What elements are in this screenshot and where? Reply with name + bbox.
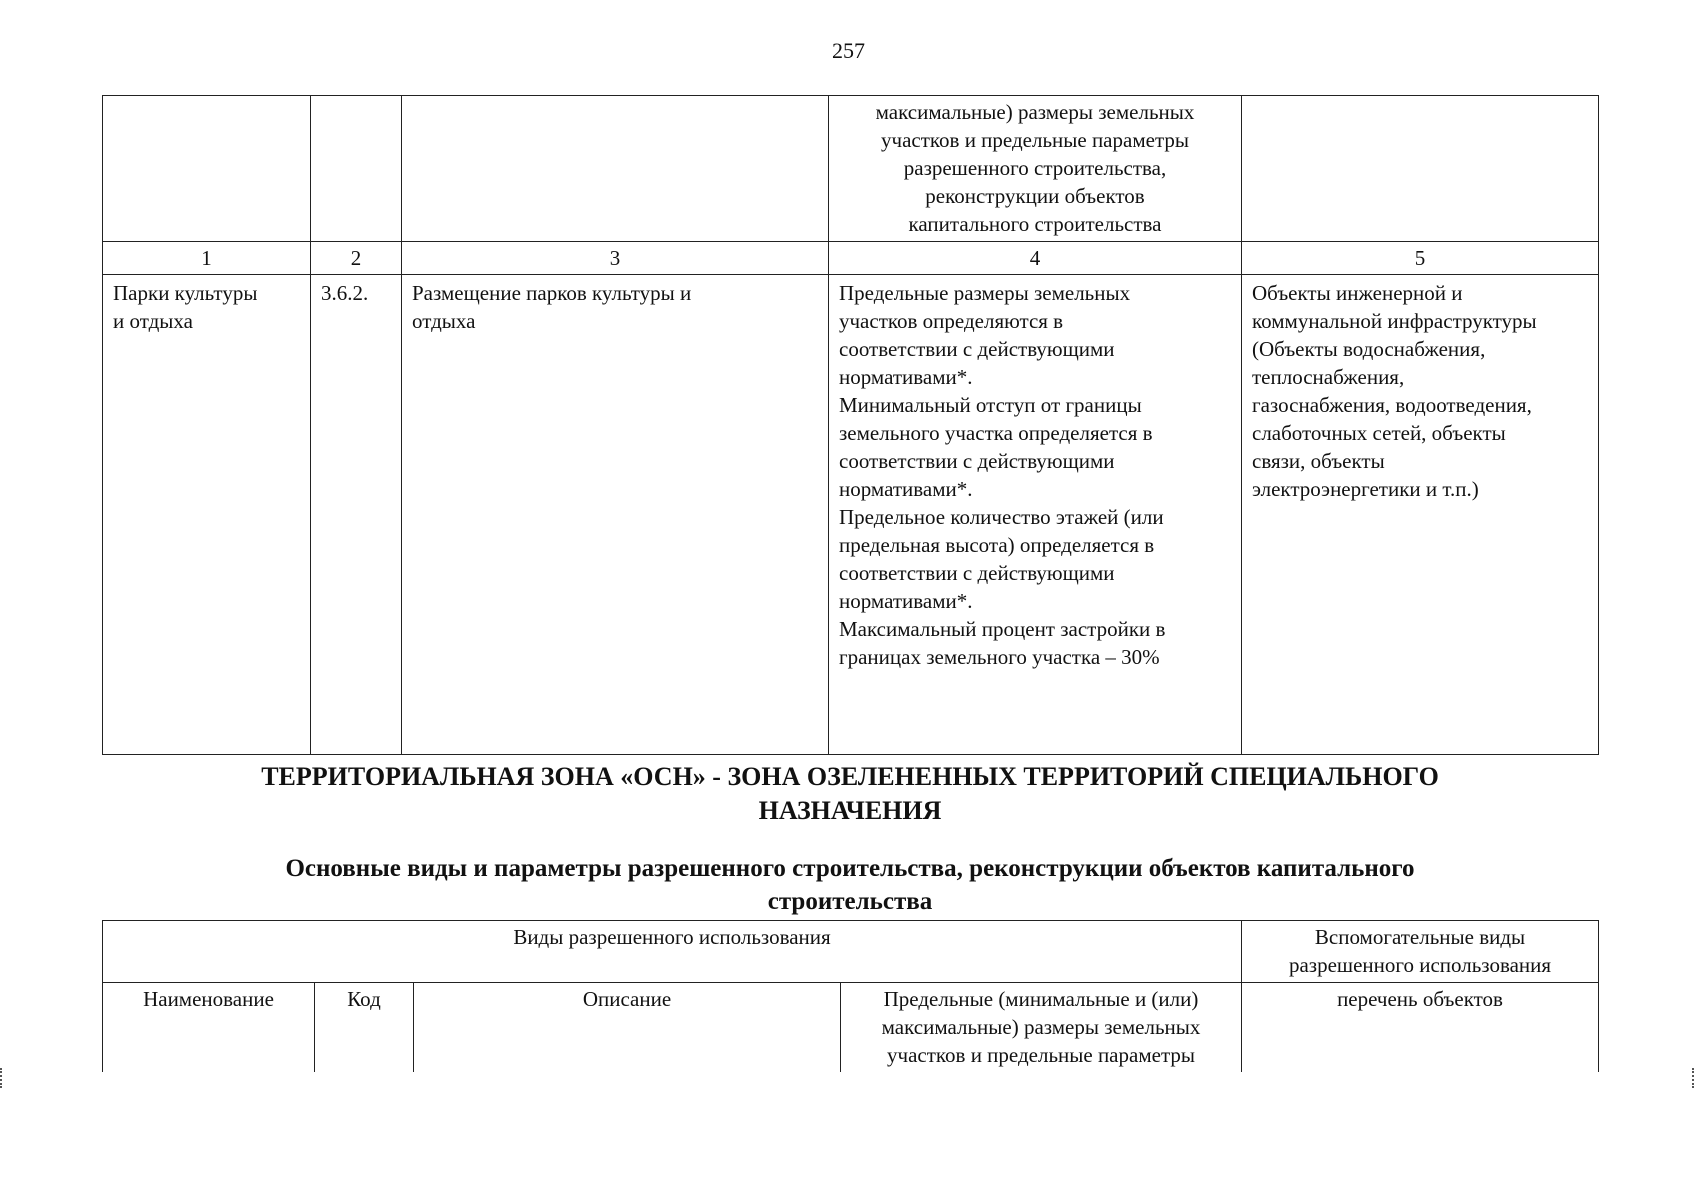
section-title: Основные виды и параметры разрешенного строительства, реконструкции объектов капитального строительства [285, 855, 1415, 915]
table-row [103, 275, 1599, 755]
use-parameters-cell: Предельные размеры земельных участков определяются в соответствии с действующими нормативами*. Минимальный отступ от границы земельного участка определяется в соответствии с действующими нормативами*. Предельное количество этажей (или предельная высота) определяется в соответствии с действующими нормативами*. Максимальный процент застройки в границах земельного участка – 30% [829, 275, 1242, 755]
column-number-3: 3 [402, 242, 829, 275]
continued-cell-description [402, 96, 829, 242]
osn-land-use-table [102, 920, 1599, 1072]
column-number-1: 1 [103, 242, 311, 275]
column-header-description: Описание [414, 983, 841, 1073]
use-description-cell: Размещение парков культуры и отдыха [402, 275, 829, 755]
column-number-4: 4 [829, 242, 1242, 275]
page-number: 257 [832, 38, 865, 63]
table-header-row [103, 921, 1599, 983]
use-code-cell: 3.6.2. [311, 275, 402, 755]
permitted-uses-header: Виды разрешенного использования [103, 921, 1242, 983]
column-header-parameters: Предельные (минимальные и (или) максимальные) размеры земельных участков и предельные параметры [841, 983, 1242, 1073]
column-number-row [103, 242, 1599, 275]
column-number-5: 5 [1242, 242, 1599, 275]
use-name-cell: Парки культуры и отдыха [103, 275, 311, 755]
column-header-objects: перечень объектов [1242, 983, 1599, 1073]
continued-header-row [103, 96, 1599, 242]
continued-land-use-table [102, 95, 1599, 755]
column-number-2: 2 [311, 242, 402, 275]
scan-edge-mark-left [0, 1068, 5, 1088]
auxiliary-uses-header: Вспомогательные виды разрешенного использования [1242, 921, 1599, 983]
column-header-name: Наименование [103, 983, 315, 1073]
continued-cell-name [103, 96, 311, 242]
scan-edge-mark-right [1692, 1068, 1697, 1088]
zone-title: ТЕРРИТОРИАЛЬНАЯ ЗОНА «ОСН» - ЗОНА ОЗЕЛЕНЕННЫХ ТЕРРИТОРИЙ СПЕЦИАЛЬНОГО НАЗНАЧЕНИЯ [261, 762, 1439, 825]
continued-cell-auxiliary [1242, 96, 1599, 242]
continued-cell-code [311, 96, 402, 242]
column-header-row [103, 983, 1599, 1073]
continued-cell-parameters: максимальные) размеры земельных участков и предельные параметры разрешенного строительства, реконструкции объектов капитального строительства [829, 96, 1242, 242]
column-header-code: Код [315, 983, 414, 1073]
auxiliary-uses-cell: Объекты инженерной и коммунальной инфраструктуры (Объекты водоснабжения, теплоснабжения, газоснабжения, водоотведения, слаботочных сетей, объекты связи, объекты электроэнергетики и т.п.) [1242, 275, 1599, 755]
